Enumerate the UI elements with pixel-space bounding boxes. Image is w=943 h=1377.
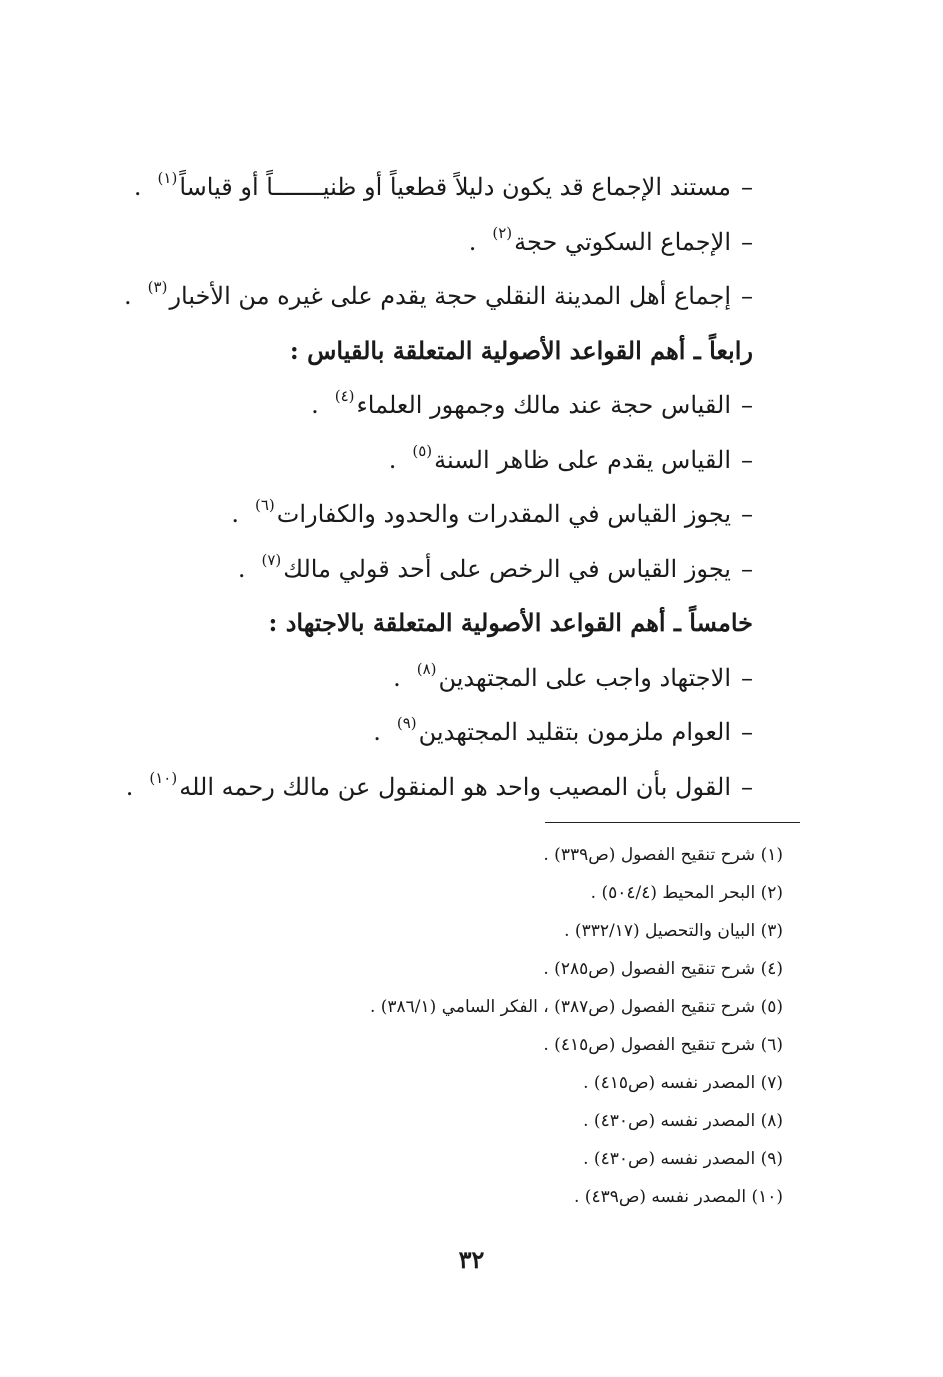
text-line [95, 160, 753, 215]
line-end: . [311, 391, 319, 419]
footnote-ref[interactable]: (٩) [396, 714, 417, 732]
footnote-item: (٦) شرح تنقيح الفصول (ص٤١٥) . [543, 1035, 783, 1055]
footnote-item: (٩) المصدر نفسه (ص٤٣٠) . [583, 1149, 783, 1169]
bullet-dash: – [741, 500, 753, 528]
bullet-dash: – [741, 282, 753, 310]
line-end: . [237, 554, 246, 583]
heading-text: رابعاً ـ أهم القواعد الأصولية المتعلقة بالقياس : [289, 335, 753, 365]
footnote-ref[interactable]: (٨) [416, 659, 437, 678]
bullet-dash: – [741, 772, 753, 801]
section-heading [95, 324, 753, 379]
text-line [95, 760, 753, 815]
footnote-ref[interactable]: (٢) [492, 223, 513, 242]
footnote-ref[interactable]: (٥) [412, 441, 433, 460]
text-line [95, 542, 753, 597]
footnote-ref[interactable]: (١٠) [149, 768, 178, 787]
footnote-item: (٧) المصدر نفسه (ص٤١٥) . [583, 1073, 783, 1093]
footnotes [120, 836, 783, 1216]
bullet-dash: – [741, 445, 753, 474]
line-end: . [231, 500, 239, 528]
footnote-ref[interactable]: (٦) [254, 496, 275, 514]
footnote-item: (٥) شرح تنقيح الفصول (ص٣٨٧) ، الفكر السامي (٣٨٦/١) . [369, 997, 783, 1017]
footnote-ref[interactable]: (٤) [334, 387, 355, 405]
footnote-item: (١) شرح تنقيح الفصول (ص٣٣٩) . [543, 845, 783, 865]
section-heading [95, 596, 753, 651]
line-end: . [373, 718, 381, 746]
text-line [95, 378, 753, 433]
line-text: القياس حجة عند مالك وجمهور العلماء [356, 391, 731, 419]
text-line [95, 433, 753, 488]
line-text: الإجماع السكوتي حجة [514, 227, 731, 256]
bullet-dash: – [741, 227, 753, 256]
line-end: . [393, 663, 401, 692]
line-end: . [124, 282, 132, 310]
line-end: . [125, 772, 134, 801]
footnote-ref[interactable]: (٣) [147, 278, 168, 296]
footnote-ref[interactable]: (١) [157, 169, 178, 187]
footnote-item: (٢) البحر المحيط (٥٠٤/٤) . [590, 883, 783, 903]
bullet-dash: – [741, 663, 753, 692]
text-line [95, 269, 753, 324]
line-text: العوام ملزمون بتقليد المجتهدين [418, 718, 731, 746]
line-text: القول بأن المصيب واحد هو المنقول عن مالك رحمه الله [179, 772, 731, 801]
line-end: . [133, 173, 142, 201]
text-line [95, 487, 753, 542]
main-text [95, 160, 753, 814]
page-number: ٣٢ [458, 1245, 485, 1274]
line-text: يجوز القياس في الرخص على أحد قولي مالك [283, 554, 731, 583]
line-end: . [468, 227, 477, 256]
text-line [95, 651, 753, 706]
line-text: الاجتهاد واجب على المجتهدين [438, 663, 731, 692]
text-line [95, 215, 753, 270]
line-text: يجوز القياس في المقدرات والحدود والكفارات [276, 500, 731, 528]
footnote-item: (٨) المصدر نفسه (ص٤٣٠) . [583, 1111, 783, 1131]
bullet-dash: – [741, 391, 753, 419]
footnote-item: (٣) البيان والتحصيل (٣٣٢/١٧) . [564, 921, 783, 941]
footnote-item: (٤) شرح تنقيح الفصول (ص٢٨٥) . [543, 959, 783, 979]
footnote-item: (١٠) المصدر نفسه (ص٤٣٩) . [573, 1187, 783, 1207]
footnote-divider [545, 822, 800, 823]
heading-text: خامساً ـ أهم القواعد الأصولية المتعلقة بالاجتهاد : [268, 608, 753, 637]
line-text: مستند الإجماع قد يكون دليلاً قطعياً أو ظنيـــــــاً أو قياساً [179, 173, 731, 201]
line-end: . [388, 445, 397, 474]
line-text: القياس يقدم على ظاهر السنة [434, 445, 731, 474]
bullet-dash: – [741, 173, 753, 201]
bullet-dash: – [741, 718, 753, 746]
text-line [95, 705, 753, 760]
bullet-dash: – [741, 554, 753, 583]
line-text: إجماع أهل المدينة النقلي حجة يقدم على غيره من الأخبار [169, 282, 731, 310]
footnote-ref[interactable]: (٧) [261, 550, 282, 569]
